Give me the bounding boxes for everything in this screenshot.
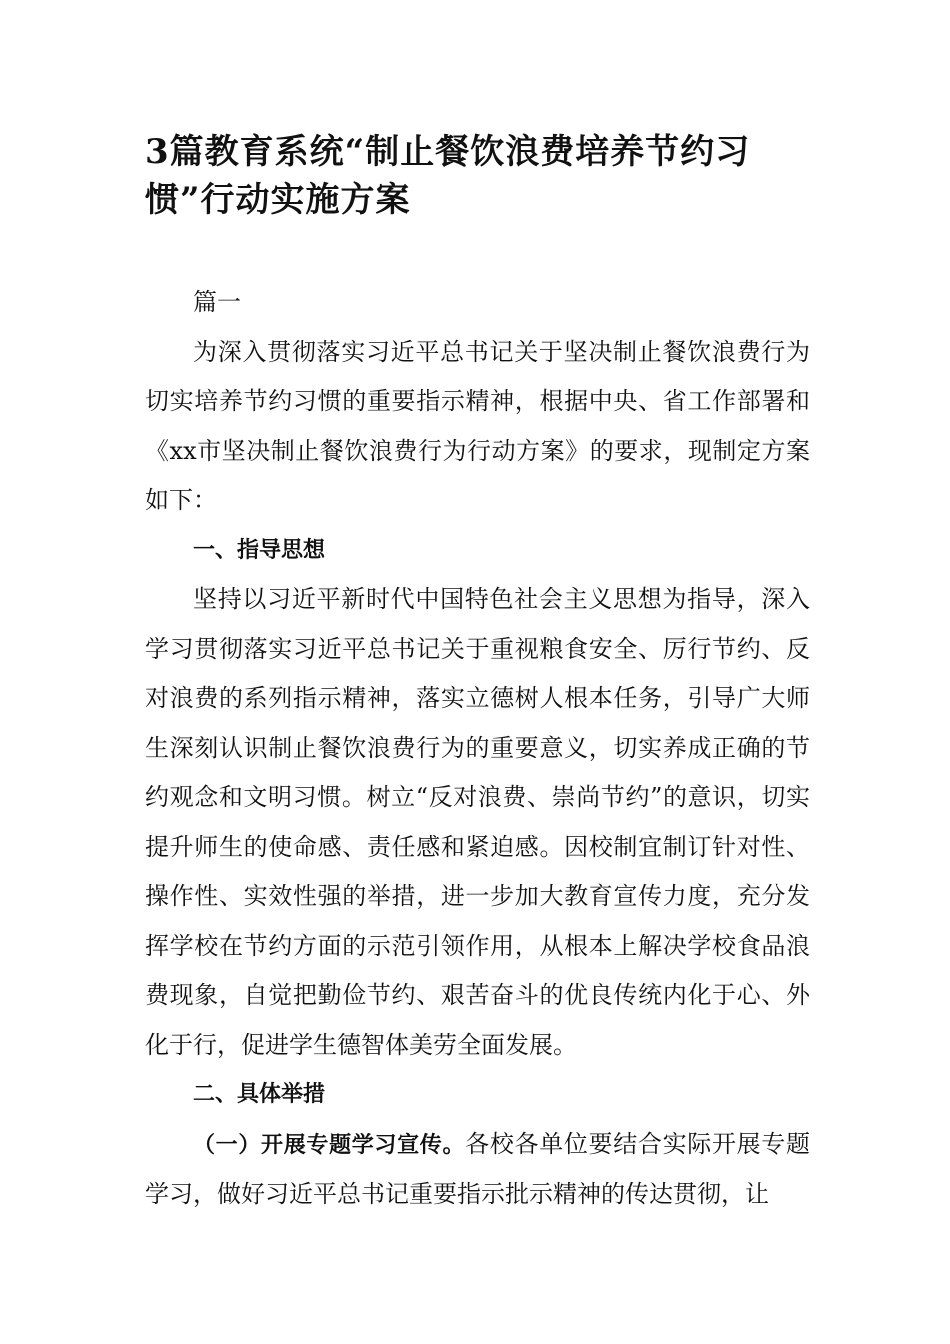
measure-item-1-lead: （一）开展专题学习宣传。 — [193, 1132, 466, 1158]
guiding-ideology-paragraph: 坚持以习近平新时代中国特色社会主义思想为指导，深入学习贯彻落实习近平总书记关于重视粮食安全、厉行节约、反对浪费的系列指示精神，落实立德树人根本任务，引导广大师生深刻认识制止餐饮浪费行为的重要意义，切实养成正确的节约观念和文明习惯。树立“反对浪费、崇尚节约”的意识，切实提升师生的使命感、责任感和紧迫感。因校制宜制订针对性、操作性、实效性强的举措，进一步加大教育宣传力度，充分发挥学校在节约方面的示范引领作用，从根本上解决学校食品浪费现象，自觉把勤俭节约、艰苦奋斗的优良传统内化于心、外化于行，促进学生德智体美劳全面发展。 — [145, 585, 810, 1059]
section-heading-guiding-ideology: 一、指导思想 — [193, 537, 326, 563]
measure-item-1 — [145, 1120, 810, 1220]
document-title: 3篇教育系统“制止餐饮浪费培养节约习惯”行动实施方案 — [145, 132, 751, 220]
section-heading-measures: 二、具体举措 — [193, 1082, 326, 1107]
intro-paragraph: 为深入贯彻落实习近平总书记关于坚决制止餐饮浪费行为切实培养节约习惯的重要指示精神，根据中央、省工作部署和《xx市坚决制止餐饮浪费行为行动方案》的要求，现制定方案如下： — [145, 337, 810, 514]
part-label: 篇一 — [193, 288, 241, 316]
measure-item-1-text: 各校各单位要结合实际开展专题学习，做好习近平总书记重要指示批示精神的传达贯彻，让 — [145, 1129, 810, 1208]
document-body — [145, 278, 810, 1220]
